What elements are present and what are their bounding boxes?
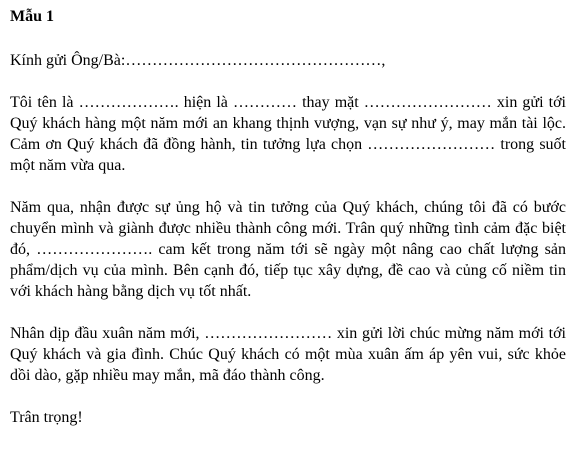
letter-document (10, 6, 566, 428)
greeting-line: Kính gửi Ông/Bà:…………………………………………, (10, 52, 386, 69)
intro-paragraph: Tôi tên là ………………. hiện là ………… thay mặt …………………… xin gửi tới Quý khách hàng một năm mới an khang thịnh vượng, vạn sự như ý, may mắn tài lộc. Cảm ơn Quý khách đã đồng hành, tin tưởng lựa chọn …………………… trong suốt một năm vừa qua. (10, 94, 566, 174)
template-title: Mẫu 1 (10, 8, 54, 25)
gratitude-paragraph: Năm qua, nhận được sự ủng hộ và tin tưởng của Quý khách, chúng tôi đã có bước chuyển mình và giành được nhiều thành công mới. Trân quý những tình cảm đặc biệt đó, …………………. cam kết trong năm tới sẽ ngày một nâng cao chất lượng sản phẩm/dịch vụ của mình. Bên cạnh đó, tiếp tục xây dựng, đề cao và củng cố niềm tin với khách hàng bằng dịch vụ tốt nhất. (10, 199, 566, 300)
closing-line: Trân trọng! (10, 409, 83, 426)
new-year-wishes-paragraph: Nhân dịp đầu xuân năm mới, …………………… xin gửi lời chúc mừng năm mới tới Quý khách và gia đình. Chúc Quý khách có một mùa xuân ấm áp yên vui, sức khỏe dồi dào, gặp nhiều may mắn, mã đáo thành công. (10, 325, 566, 384)
